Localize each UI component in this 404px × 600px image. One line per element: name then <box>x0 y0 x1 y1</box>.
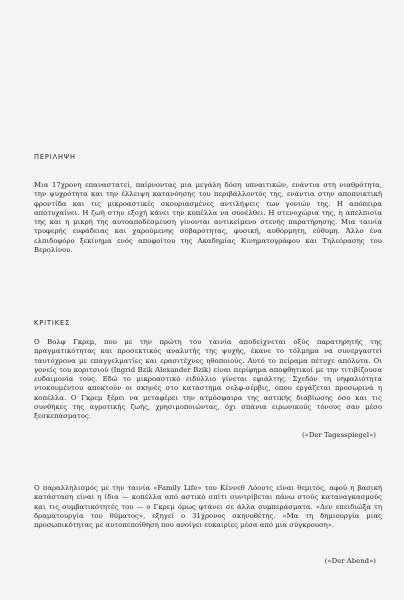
summary-heading: ΠΕΡΙΛΗΨΗ <box>34 153 76 161</box>
review-paragraph-1: Ο Βολφ Γκρεμ, που με την πρώτη του ταινία αποδείχνεται οξύς παρατηρητής της πραγματικότητας και προσεκτικός αναλυτής της ψυχής, έκανε το τόλμημα να συνεργαστεί ταυτόχρονα με επαγγελματίες και ερασιτέχνες ηθοποιούς. Αυτό το πείραμα πέτυχε απόλυτα. Οι γονείς του κοριτσιού (Ingrid Bzik Alexander Bzik) είναι περίφημα αποφθητικοί με την τιτιβίζουσα ευδαιμονία τους. Εδώ το μικροαστικό ειδύλλιο γίνεται εφιάλτης. Σχεδόν τη νηφαλιότητα ντοκουμέντου αποκτούν οι σκηνές στο κατάστημα σελφ-σέρβις, όπου εργάζεται προσωρινά η κοπέλλα. Ο Γκρεμ ξέρει να μεταφέρει την ατμόσφαιρα της αστικής διαβίωσης όσο και τις συνθήκες της αγροτικής ζωής, χρησιμοποιώντας, όχι σπάνια ειρωνικούς τόνους σαν μέσο ξεσκεπάσματος. <box>34 338 382 421</box>
review-source-2: («Der Abend») <box>324 557 376 565</box>
reviews-heading: ΚΡΙΤΙΚΕΣ <box>34 319 71 327</box>
summary-paragraph: Μια 17χρονη επαναστατεί, παίρνοντας μια μεγάλη δόση υπναιτικών, ενάντια στη νιαθρότητα, την ψυχρότητα και την έλλειψη κατανόησης του περιβάλλοντός της, ενάντια στην αποπνικτική φροντίδα και τις μικροαστικές σκουριασμένες αντιλήψεις των γονιών της. Η απόπειρα αποτυχαίνει. Η ζωή στην εξοχή κάνει την κοπέλλα να συνέλθει. Η στενοχώρια της, η απελπισία της και η μικρή της αυτοαποδέσμευση γίνονται αντικείμενο στενής παρατήρησης. Μια ταινία τρυφερής ευφάδειας και χαρούμενης σοβαρότητας, φυσική, αυθόρμητη, εύθυμη. Άλλο ένα ελπιδοφόρο ξεκίνημα ενός αποφοίτου της Ακαδημίας Κινηματογράφου και Τηλεόρασης του Βερολίνου. <box>34 181 382 255</box>
review-paragraph-2: Ο παραλληλισμός με την ταινία «Family Life» του Κέννεθ Λόουτς είναι θεμιτός, αφού η βασική κατάσταση είναι η ίδια — κοπέλλα από αστικό σπίτι συντρίβεται πάνω στούς καταναγκασμούς και τις συμβατικότητές του — ο Γκρεμ όμως φτάνει σε άλλα συμπεράσματα. «Δεν επειδιώξα τη δραματουργία του θύματος», εξηγεί ο 31χρονος σκηνοθέτης. «Μα τη δημιουργία μιας προσωπικότητας με αυτοπεποίθηση που ανοίγει ευκαιρίες μέσα από μια σύγκρουση». <box>34 484 382 530</box>
review-source-1: («Der Tagesspiegel») <box>301 431 376 439</box>
